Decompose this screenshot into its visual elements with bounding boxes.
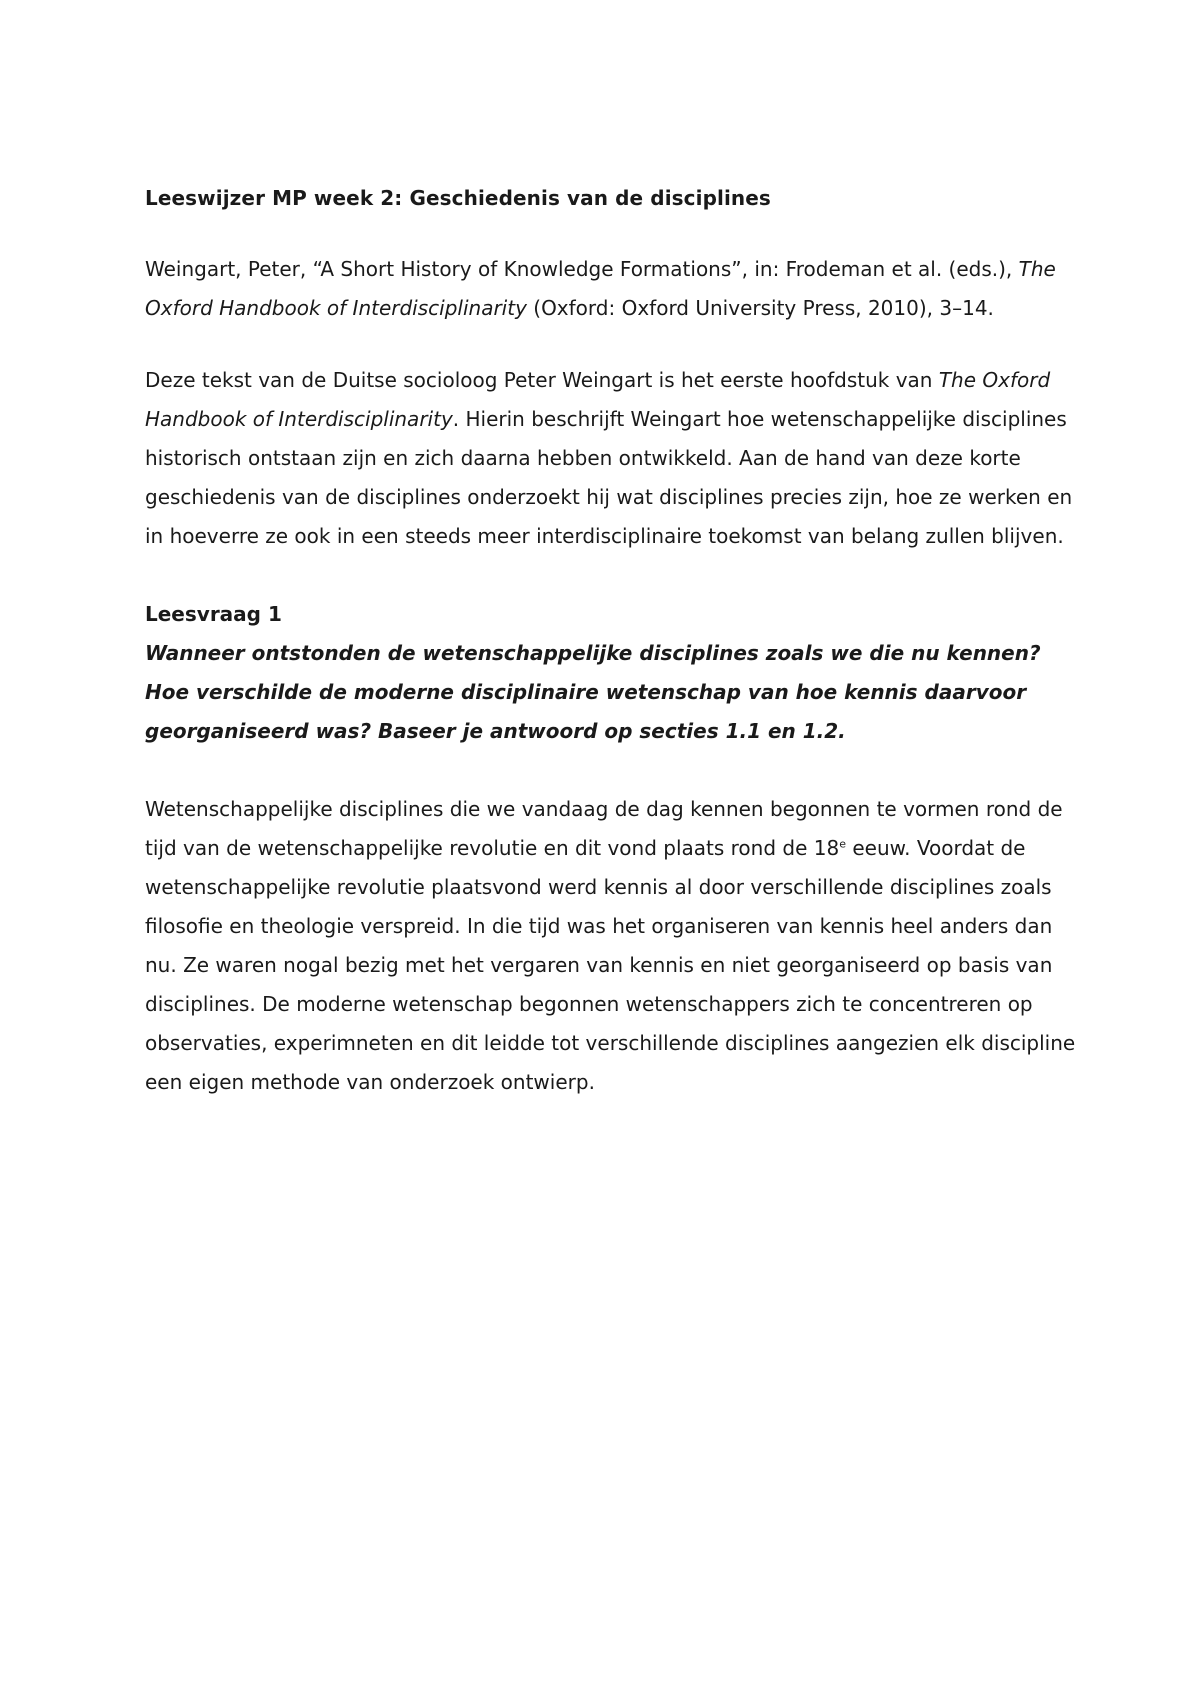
citation-text-end: (Oxford: Oxford University Press, 2010), 3–14.	[526, 296, 994, 320]
citation-text-start: Weingart, Peter, “A Short History of Knowledge Formations”, in: Frodeman et al. (eds.),	[145, 257, 1019, 281]
intro-paragraph	[145, 361, 1085, 556]
answer-text-end: eeuw. Voordat de wetenschappelijke revolutie plaatsvond werd kennis al door verschillende disciplines zoals filosofie en theologie verspreid. In die tijd was het organiseren van kennis heel anders dan nu. Ze waren nogal bezig met het vergaren van kennis en niet georganiseerd op basis van disciplines. De moderne wetenschap begonnen wetenschappers zich te concentreren op observaties, experimneten en dit leidde tot verschillende disciplines aangezien elk discipline een eigen methode van onderzoek ontwierp.	[145, 836, 1076, 1094]
question-1: Wanneer ontstonden de wetenschappelijke disciplines zoals we die nu kennen?	[145, 641, 1041, 665]
question-heading: Leesvraag 1	[145, 602, 282, 626]
document-page	[145, 184, 1085, 1102]
citation-book-title: The Oxford Handbook of Interdisciplinarity	[145, 257, 1056, 320]
intro-book-title: The Oxford Handbook of Interdisciplinarity	[145, 368, 1051, 431]
intro-text-start: Deze tekst van de Duitse socioloog Peter Weingart is het eerste hoofdstuk van	[145, 368, 939, 392]
question-2: Hoe verschilde de moderne disciplinaire wetenschap van hoe kennis daarvoor georganiseerd was? Baseer je antwoord op secties 1.1 en 1.2.	[145, 680, 1027, 743]
document-title: Leeswijzer MP week 2: Geschiedenis van de disciplines	[145, 186, 771, 210]
answer-text-start: Wetenschappelijke disciplines die we vandaag de dag kennen begonnen te vormen rond de tijd van de wetenschappelijke revolutie en dit vond plaats rond de 18	[145, 797, 1063, 860]
intro-text-end: . Hierin beschrijft Weingart hoe wetenschappelijke disciplines historisch ontstaan zijn en zich daarna hebben ontwikkeld. Aan de hand van deze korte geschiedenis van de disciplines onderzoekt hij wat disciplines precies zijn, hoe ze werken en in hoeverre ze ook in een steeds meer interdisciplinaire toekomst van belang zullen blijven.	[145, 407, 1073, 548]
answer-paragraph	[145, 790, 1085, 1102]
answer-superscript: e	[839, 837, 846, 851]
citation-paragraph	[145, 250, 1085, 328]
